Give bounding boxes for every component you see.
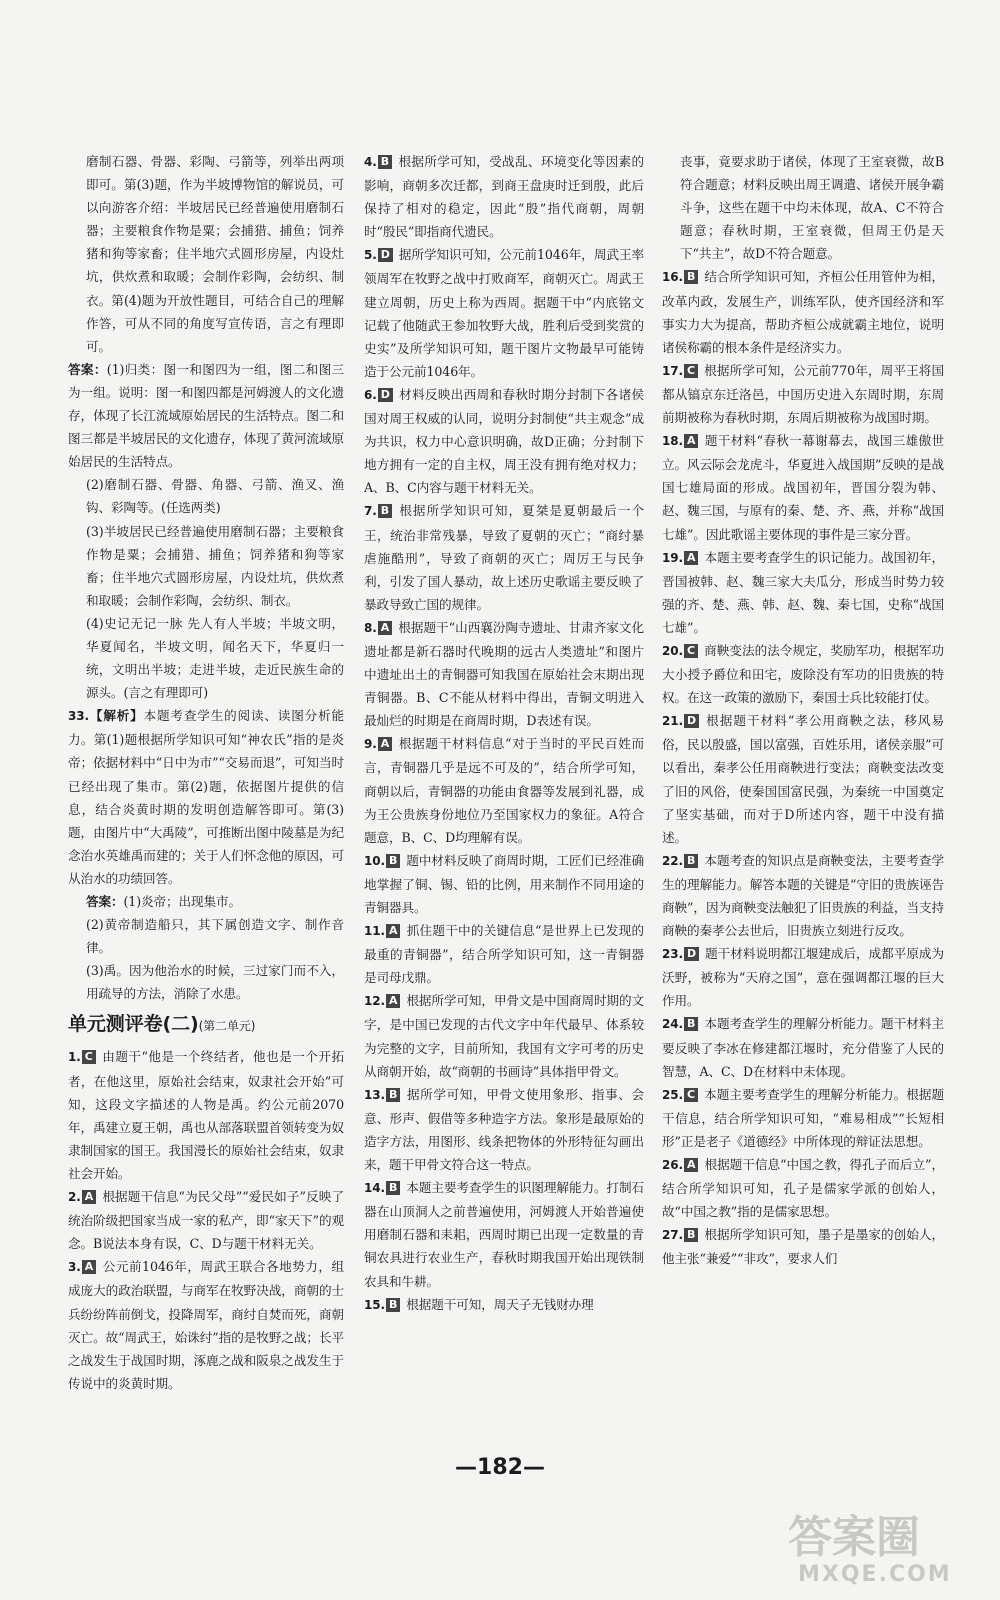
answer-text: (3)禹。因为他治水的时候，三过家门而不入，用疏导的方法，消除了水患。 [86, 963, 344, 1002]
answer-paragraph [364, 1293, 644, 1317]
answer-text: 题中材料反映了商周时期，工匠们已经准确地掌握了铜、锡、铅的比例，用来制作不同用途的青铜器具。 [364, 852, 644, 915]
answer-text: (1)炎帝；出现集市。 [123, 894, 241, 909]
answer-paragraph [68, 1255, 344, 1395]
answer-letter-badge: C [684, 364, 698, 378]
answer-text: 本题主要考查学生的识图理解能力。打制石器在山顶洞人之前普遍使用，河姆渡人开始普遍使用磨制石器和耒耜，西周时期已出现一定数量的青铜农具进行农业生产，春秋时期我国开始出现铁制农具和牛耕。 [364, 1180, 644, 1289]
answer-paragraph [662, 359, 944, 429]
question-number: 13. [364, 1087, 385, 1102]
question-number: 9. [364, 737, 377, 752]
answer-text: 根据所学可知，甲骨文是中国商周时期的文字，是中国已发现的古代文字中年代最早、体系较为完整的文字，目前所知，我国有文字可考的历史从商朝开始，故“商朝的书画诗”具体指甲骨文。 [364, 993, 644, 1079]
answer-letter-badge: A [684, 434, 698, 448]
answer-paragraph [68, 959, 344, 1005]
answer-text: (3)半坡居民已经普遍使用磨制石器；主要粮食作物是粟；会捕猎、捕鱼；饲养猪和狗等家畜；住半地穴式圆形房屋，内设灶坑，供炊煮和取暖；会制作彩陶，会纺织、制衣。 [86, 523, 344, 608]
answer-paragraph [364, 150, 644, 243]
answer-paragraph [364, 732, 644, 848]
answer-paragraph [662, 265, 944, 358]
answer-text: 由题干“他是一个终结者，他也是一个开拓者，在他这里，原始社会结束，奴隶社会开始”可知，这段文字描述的人物是禹。约公元前2070年，禹建立夏王朝，禹也从部落联盟首领转变为奴隶制国家的国王。我国漫长的原始社会结束，奴隶社会开始。 [68, 1049, 344, 1181]
answer-text: 题干材料“春秋一幕谢幕去，战国三雄傲世立。风云际会龙虎斗，华夏进入战国期”反映的是战国七雄局面的形成。战国初年，晋国分裂为韩、赵、魏三国，与原有的秦、楚、齐、燕，并称“战国七雄”。因此歌谣主要体现的事件是三家分晋。 [662, 433, 944, 542]
answer-letter-badge: A [378, 621, 392, 635]
answer-paragraph [68, 473, 344, 519]
question-number: 23. [662, 947, 683, 962]
answer-text: 根据所学知识可知，夏桀是夏朝最后一个王，统治非常残暴，导致了夏朝的灭亡；“商纣暴虐施酷刑”，导致了商朝的灭亡；周厉王与民争利，引发了国人暴动，故上述历史歌谣主要反映了暴政导致亡国的规律。 [364, 503, 644, 612]
answer-letter-badge: B [386, 1298, 400, 1312]
answer-paragraph [68, 358, 344, 473]
question-number: 26. [662, 1158, 683, 1173]
question-number: 5. [364, 248, 377, 263]
answer-text: 材料反映出西周和春秋时期分封制下各诸侯国对周王权威的认同，说明分封制使“共主观念”成为共识，权力中心意识明确，故D正确；分封制下地方拥有一定的自主权，周王没有拥有绝对权力；A、B、C内容与题干材料无关。 [364, 386, 644, 496]
answer-paragraph [662, 849, 944, 942]
answer-paragraph [662, 709, 944, 849]
answer-paragraph [364, 849, 644, 919]
answer-letter-badge: A [82, 1260, 96, 1274]
answer-text: 题干材料说明都江堰建成后，成都平原成为沃野，被称为“天府之国”，意在强调都江堰的巨大作用。 [662, 946, 944, 1009]
answer-text: 根据题干信息“为民父母”“爱民如子”反映了统治阶级把国家当成一家的私产，即“家天下”的观念。B说法本身有误，C、D与题干材料无关。 [68, 1189, 344, 1252]
answer-paragraph [68, 890, 344, 913]
answer-text: 本题考查的知识点是商鞅变法，主要考查学生的理解能力。解答本题的关键是“守旧的贵族诬告商鞅”，因为商鞅变法触犯了旧贵族的利益，当支持商鞅的秦孝公去世后，旧贵族立刻进行反攻。 [662, 852, 944, 939]
answer-letter-badge: A [684, 551, 698, 565]
answer-text: (2)磨制石器、骨器、角器、弓箭、渔叉、渔钩、彩陶等。(任选两类) [86, 477, 344, 516]
answer-paragraph [662, 1153, 944, 1223]
answer-text: (1)归类：图一和图四为一组，图二和图三为一组。说明：图一和图四都是河姆渡人的文化遗存，体现了长江流域原始居民的生活特点。图二和图三都是半坡居民的文化遗存，体现了黄河流域原始居民的生活特点。 [68, 361, 345, 470]
answer-text: (2)黄帝制造船只，其下属创造文字、制作音律。 [86, 917, 344, 956]
question-number: 4. [364, 155, 377, 169]
answer-letter-badge: D [684, 947, 699, 961]
answer-letter-badge: B [684, 1017, 698, 1031]
answer-letter-badge: A [386, 924, 400, 938]
section-title: 单元测评卷(二) [68, 1013, 199, 1036]
column-left [68, 150, 344, 1395]
answer-text: 本题考查学生的阅读、读图分析能力。第(1)题根据所学知识可知“神农氏”指的是炎帝；依据材料中“日中为市”“交易而退”，可知当时已经出现了集市。第(2)题，依据图片提供的信息，结合炎黄时期的发明创造解答即可。第(3)题，由图片中“大禹陵”，可推断出图中陵墓是为纪念治水英雄禹而建的；关于人们怀念他的原因，可从治水的功绩回答。 [68, 708, 344, 886]
question-number: 1. [68, 1050, 81, 1065]
question-number: 19. [662, 550, 683, 565]
question-number: 25. [662, 1087, 683, 1102]
question-number: 12. [364, 994, 385, 1009]
answer-text: 商鞅变法的法令规定，奖励军功，根据军功大小授予爵位和田宅，废除没有军功的旧贵族的特权。在这一政策的激励下，秦国士兵比较能打仗。 [662, 642, 944, 706]
answer-letter-badge: B [684, 854, 698, 868]
answer-text: 丧事，竟要求助于诸侯，体现了王室衰微，故B符合题意；材料反映出周王调遣、诸侯开展争霸斗争，这些在题干中均未体现，故A、C不符合题意；春秋时期，王室衰微，但周王仍是天下“共主”，故D不符合题意。 [680, 154, 944, 262]
answer-letter-badge: A [378, 737, 392, 751]
question-number: 14. [364, 1181, 385, 1196]
answer-letter-badge: B [684, 270, 698, 284]
answer-paragraph [68, 150, 344, 358]
answer-paragraph [662, 1223, 944, 1270]
answer-text: 据所学可知，甲骨文使用象形、指事、会意、形声、假借等多种造字方法。象形是最原始的造字方法，用图形、线条把物体的外形特征勾画出来，题干甲骨文符合这一特点。 [364, 1086, 644, 1173]
answer-text: 根据所学可知，公元前770年，周平王将国都从镐京东迁洛邑，中国历史进入东周时期，东周前期被称为春秋时期，东周后期被称为战国时期。 [662, 362, 944, 426]
answer-paragraph [364, 1083, 644, 1176]
question-number: 8. [364, 620, 377, 635]
answer-letter-badge: D [378, 248, 393, 262]
answer-letter-badge: D [684, 714, 699, 728]
answer-letter-badge: A [684, 1158, 698, 1172]
answer-label: 答案： [86, 894, 124, 909]
question-number: 27. [662, 1228, 683, 1243]
watermark-logo [788, 1514, 988, 1594]
answer-text: 根据题干可知，周天子无钱财办理 [406, 1296, 594, 1312]
answer-paragraph [364, 1176, 644, 1292]
answer-letter-badge: C [82, 1050, 96, 1064]
answer-paragraph [68, 1185, 344, 1255]
watermark-text: 答案圈 [788, 1512, 920, 1563]
analysis-label: 【解析】 [88, 708, 144, 724]
answer-text: 结合所学知识可知，齐桓公任用管仲为相，改革内政，发展生产，训练军队，使齐国经济和军事实力大为提高，帮助齐桓公成就霸主地位，说明诸侯称霸的根本条件是经济实力。 [662, 269, 944, 355]
answer-text: 抓住题干中的关键信息“是世界上已发现的最重的青铜器”，结合所学知识可知，这一青铜器是司母戊鼎。 [364, 923, 644, 986]
answer-paragraph [662, 546, 944, 639]
answer-text: 公元前1046年，周武王联合各地势力，组成庞大的政治联盟，与商军在牧野决战，商朝的士兵纷纷阵前倒戈，投降周军，商纣自焚而死，商朝灭亡。故“周武王，始诛纣”指的是牧野之战；长平之战发生于战国时期，涿鹿之战和阪泉之战发生于传说中的炎黄时期。 [68, 1259, 344, 1391]
answer-text: 本题主要考查学生的识记能力。战国初年，晋国被韩、赵、魏三家大夫瓜分，形成当时势力较强的齐、楚、燕、韩、赵、魏、秦七国，史称“战国七雄”。 [662, 549, 944, 635]
answer-letter-badge: B [386, 1181, 400, 1195]
answer-letter-badge: B [386, 854, 400, 868]
question-number: 3. [68, 1260, 81, 1275]
answer-letter-badge: B [378, 504, 392, 518]
answer-text: 根据题干“山西襄汾陶寺遗址、甘肃齐家文化遗址都是新石器时代晚期的远古人类遗址”和图片中遗址出土的青铜器可知我国在原始社会末期出现青铜器。B、C不能从材料中得出，青铜文明进入最灿烂的时期是在商周时期，D表述有误。 [364, 619, 644, 729]
answer-letter-badge: C [684, 1088, 698, 1102]
answer-paragraph [662, 942, 944, 1012]
answer-letter-badge: B [386, 1088, 400, 1102]
answer-paragraph [662, 1083, 944, 1153]
answer-letter-badge: C [684, 644, 698, 658]
answer-label: 答案： [68, 361, 107, 377]
answer-paragraph [364, 616, 644, 732]
answer-letter-badge: D [378, 388, 393, 402]
answer-block-top [68, 150, 344, 1005]
question-number: 16. [662, 270, 683, 285]
answer-text: 根据题干材料“孝公用商鞅之法，移风易俗，民以殷盛，国以富强，百姓乐用，诸侯亲服”可以看出，秦孝公任用商鞅进行变法；商鞅变法改变了旧的风俗，使秦国国富民强，为秦统一中国奠定了坚实基础，而对于D所述内容，题干中没有描述。 [662, 713, 944, 845]
answer-text: 本题考查学生的理解分析能力。题干材料主要反映了李冰在修建都江堰时，充分借鉴了人民的智慧，A、C、D在材料中未体现。 [662, 1016, 944, 1079]
answer-text: 根据所学知识可知，墨子是墨家的创始人，他主张“兼爱”“非攻”，要求人们 [662, 1227, 944, 1267]
question-number: 10. [364, 853, 385, 868]
answer-letter-badge: B [684, 1228, 698, 1242]
answer-letter-badge: A [82, 1190, 96, 1204]
page-number: —182— [455, 1455, 545, 1480]
answer-paragraph [364, 383, 644, 499]
answer-letter-badge: A [386, 994, 400, 1008]
question-number: 20. [662, 643, 683, 658]
answer-paragraph [364, 243, 644, 383]
column-right [662, 150, 944, 1271]
answer-text: 本题主要考查学生的理解分析能力。根据题干信息，结合所学知识可知，“难易相成”“长短相形”正是老子《道德经》中所体现的辩证法思想。 [662, 1086, 944, 1149]
answer-text: 根据题干信息“中国之教，得孔子而后立”，结合所学知识可知，孔子是儒家学派的创始人，故“中国之教”指的是儒家思想。 [662, 1157, 944, 1220]
answer-paragraph [68, 913, 344, 959]
answer-text: 磨制石器、骨器、彩陶、弓箭等，列举出两项即可。第(3)题，作为半坡博物馆的解说员，可以向游客介绍：半坡居民已经普遍使用磨制石器；主要粮食作物是粟；会捕猎、捕鱼；饲养猪和狗等家畜；住半地穴式圆形房屋，内设灶坑，供炊煮和取暖；会制作彩陶，会纺织、制衣。第(4)题为开放性题目，可结合自己的理解作答，可从不同的角度写宣传语，言之有理即可。 [86, 154, 344, 354]
question-number: 15. [364, 1297, 385, 1312]
question-number: 6. [364, 387, 377, 402]
question-number: 11. [364, 924, 385, 939]
answer-paragraph [68, 1045, 344, 1185]
answer-paragraph [68, 704, 344, 890]
question-number: 2. [68, 1190, 81, 1205]
answer-paragraph [364, 989, 644, 1082]
answer-text: 根据题干材料信息“对于当时的平民百姓而言，青铜器几乎是远不可及的”，结合所学可知，商朝以后，青铜器的功能由食器等发展到礼器，成为王公贵族身份地位乃至国家权力的象征。A符合题意，B、C、D均理解有误。 [364, 736, 644, 845]
question-number: 24. [662, 1017, 683, 1032]
answer-paragraph [68, 612, 344, 704]
answer-text: 根据所学可知，受战乱、环境变化等因素的影响，商朝多次迁都，到商王盘庚时迁到殷，此后保持了相对的稳定，因此“殷”指代商朝，周朝时“殷民”即指商代遗民。 [364, 154, 644, 240]
answer-paragraph [68, 520, 344, 612]
question-number: 21. [662, 714, 683, 729]
answer-block-bottom [68, 1045, 344, 1394]
answer-paragraph [662, 639, 944, 709]
answer-paragraph [364, 499, 644, 615]
question-number: 17. [662, 363, 683, 378]
answer-letter-badge: B [378, 155, 392, 169]
section-heading [68, 1005, 344, 1045]
answer-paragraph [364, 919, 644, 989]
question-number: 18. [662, 434, 683, 449]
section-subtitle: (第二单元) [198, 1019, 256, 1034]
watermark-url: MXQE.COM [798, 1562, 952, 1587]
question-number: 22. [662, 853, 683, 868]
question-number: 7. [364, 504, 377, 519]
answer-paragraph [662, 1012, 944, 1082]
answer-paragraph [662, 429, 944, 545]
answer-text: 据所学知识可知，公元前1046年，周武王率领周军在牧野之战中打败商军，商朝灭亡。周武王建立周朝，历史上称为西周。据题干中“内底铭文记载了他随武王参加牧野大战，胜利后受到奖赏的史实”及所学知识可知，题干图片文物最早可能铸造于公元前1046年。 [364, 247, 644, 379]
column-middle [364, 150, 644, 1317]
answer-paragraph [662, 150, 944, 265]
question-number: 33. [68, 709, 89, 724]
answer-text: (4)史记无记一脉 先人有人半坡；半坡文明，华夏闻名，半坡文明，闻名天下，华夏归一统，文明出半坡；走进半坡，走近民族生命的源头。(言之有理即可) [86, 615, 344, 701]
